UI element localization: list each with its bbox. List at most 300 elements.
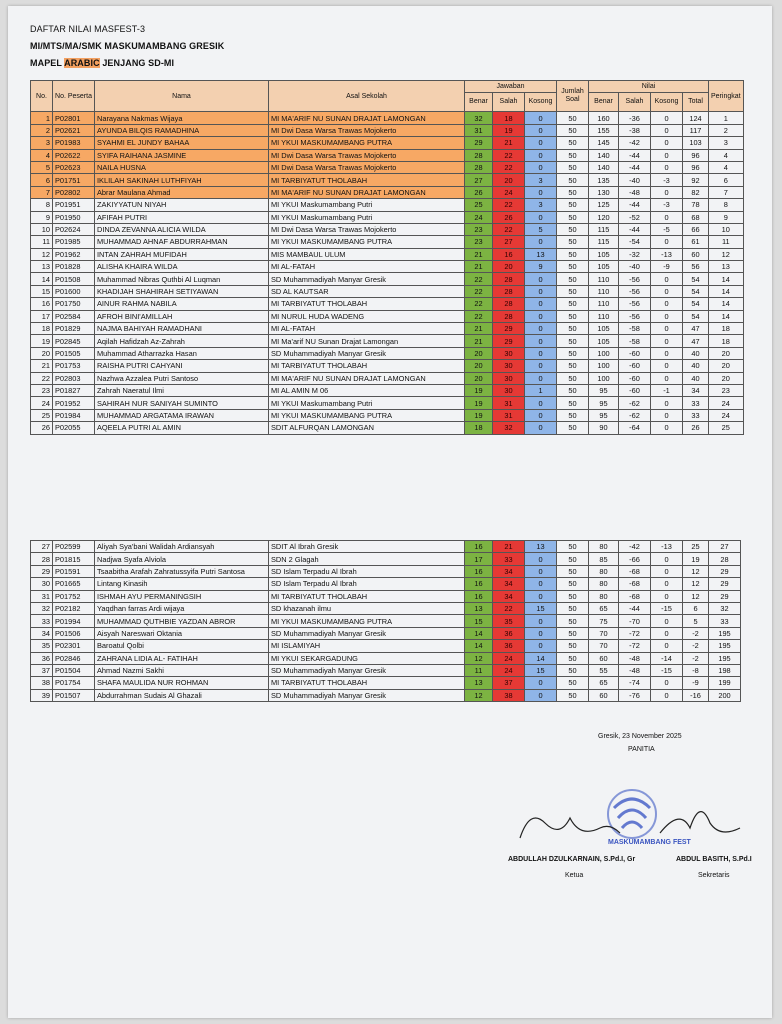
cell-nilai-kosong: -3 [651, 174, 683, 186]
table-row [31, 186, 744, 198]
cell-no: 19 [31, 335, 53, 347]
cell-jumlah: 50 [557, 553, 589, 565]
cell-nilai-salah: -70 [619, 615, 651, 627]
cell-peringkat: 4 [709, 161, 744, 173]
cell-nilai-kosong: 0 [651, 372, 683, 384]
cell-kosong: 0 [525, 124, 557, 136]
cell-peringkat: 18 [709, 323, 744, 335]
cell-peserta: P01994 [53, 615, 95, 627]
cell-asal: MI YKUI MASKUMAMBANG PUTRA [269, 615, 465, 627]
cell-peringkat: 14 [709, 298, 744, 310]
cell-nilai-kosong: 0 [651, 149, 683, 161]
cell-peserta: P01829 [53, 323, 95, 335]
cell-peringkat: 32 [709, 602, 741, 614]
cell-benar: 11 [465, 664, 493, 676]
signature-left [520, 818, 620, 838]
subject-name: ARABIC [64, 58, 100, 68]
cell-nilai-kosong: -15 [651, 602, 683, 614]
cell-no: 6 [31, 174, 53, 186]
cell-asal: MI YKUI MASKUMAMBANG PUTRA [269, 137, 465, 149]
cell-benar: 14 [465, 640, 493, 652]
cell-kosong: 0 [525, 615, 557, 627]
cell-kosong: 3 [525, 199, 557, 211]
cell-asal: SDN 2 Glagah [269, 553, 465, 565]
cell-nilai-benar: 140 [589, 149, 619, 161]
cell-nama: SHAFA MAULIDA NUR ROHMAN [95, 677, 269, 689]
cell-nilai-salah: -44 [619, 223, 651, 235]
cell-nilai-benar: 80 [589, 590, 619, 602]
cell-benar: 13 [465, 602, 493, 614]
col-kosong: Kosong [525, 93, 557, 112]
cell-jumlah: 50 [557, 689, 589, 701]
table-row [31, 372, 744, 384]
cell-nilai-salah: -60 [619, 360, 651, 372]
cell-nama: Abrar Maulana Ahmad [95, 186, 269, 198]
cell-jumlah: 50 [557, 372, 589, 384]
cell-benar: 29 [465, 137, 493, 149]
cell-nilai-salah: -56 [619, 273, 651, 285]
cell-peserta: P02802 [53, 186, 95, 198]
cell-nilai-salah: -40 [619, 174, 651, 186]
cell-jumlah: 50 [557, 298, 589, 310]
cell-salah: 22 [493, 149, 525, 161]
cell-nama: Narayana Nakmas Wijaya [95, 112, 269, 124]
cell-nilai-benar: 105 [589, 261, 619, 273]
cell-kosong: 0 [525, 347, 557, 359]
cell-peringkat: 33 [709, 615, 741, 627]
cell-nilai-benar: 130 [589, 186, 619, 198]
table-row [31, 223, 744, 235]
cell-peserta: P01508 [53, 273, 95, 285]
cell-no: 22 [31, 372, 53, 384]
cell-nilai-benar: 65 [589, 602, 619, 614]
cell-benar: 22 [465, 298, 493, 310]
doc-subject-line [30, 58, 174, 68]
cell-peringkat: 13 [709, 261, 744, 273]
cell-no: 31 [31, 590, 53, 602]
cell-jumlah: 50 [557, 664, 589, 676]
cell-salah: 19 [493, 124, 525, 136]
cell-benar: 23 [465, 236, 493, 248]
cell-nilai-salah: -68 [619, 578, 651, 590]
cell-benar: 21 [465, 248, 493, 260]
cell-total: 117 [683, 124, 709, 136]
col-salah: Salah [493, 93, 525, 112]
col-nilai-kosong: Kosong [651, 93, 683, 112]
cell-no: 16 [31, 298, 53, 310]
cell-nama: AFROH BINI'AMILLAH [95, 310, 269, 322]
cell-nama: Lintang Kinasih [95, 578, 269, 590]
cell-salah: 20 [493, 261, 525, 273]
signature-stamp-graphic [510, 778, 760, 858]
cell-jumlah: 50 [557, 397, 589, 409]
cell-total: 33 [683, 397, 709, 409]
table-row [31, 112, 744, 124]
cell-total: 96 [683, 149, 709, 161]
cell-nilai-kosong: 0 [651, 285, 683, 297]
cell-kosong: 0 [525, 273, 557, 285]
cell-nilai-benar: 90 [589, 422, 619, 434]
table-row [31, 409, 744, 421]
cell-peringkat: 198 [709, 664, 741, 676]
cell-asal: MI Ma'arif NU Sunan Drajat Lamongan [269, 335, 465, 347]
cell-nilai-benar: 120 [589, 211, 619, 223]
cell-peserta: P01504 [53, 664, 95, 676]
cell-no: 2 [31, 124, 53, 136]
cell-benar: 16 [465, 565, 493, 577]
cell-nilai-benar: 145 [589, 137, 619, 149]
cell-asal: MI AL-FATAH [269, 261, 465, 273]
cell-peserta: P02584 [53, 310, 95, 322]
cell-peserta: P01505 [53, 347, 95, 359]
cell-peserta: P02622 [53, 149, 95, 161]
cell-peringkat: 28 [709, 553, 741, 565]
cell-jumlah: 50 [557, 409, 589, 421]
cell-total: -2 [683, 627, 709, 639]
cell-asal: SD Islam Terpadu Al Ibrah [269, 578, 465, 590]
cell-no: 12 [31, 248, 53, 260]
cell-nilai-salah: -68 [619, 565, 651, 577]
cell-salah: 16 [493, 248, 525, 260]
cell-peserta: P02623 [53, 161, 95, 173]
cell-nilai-salah: -60 [619, 347, 651, 359]
cell-peserta: P01506 [53, 627, 95, 639]
cell-nilai-kosong: 0 [651, 137, 683, 149]
cell-total: 40 [683, 347, 709, 359]
stamp-logo [608, 790, 692, 846]
cell-jumlah: 50 [557, 384, 589, 396]
cell-jumlah: 50 [557, 652, 589, 664]
cell-nilai-salah: -76 [619, 689, 651, 701]
cell-peserta: P01750 [53, 298, 95, 310]
cell-nilai-benar: 100 [589, 360, 619, 372]
cell-benar: 25 [465, 199, 493, 211]
cell-jumlah: 50 [557, 248, 589, 260]
cell-total: -2 [683, 640, 709, 652]
cell-benar: 14 [465, 627, 493, 639]
cell-asal: MI YKUI Maskumambang Putri [269, 397, 465, 409]
table-row [31, 347, 744, 359]
cell-nama: ZAKIYYATUN NIYAH [95, 199, 269, 211]
cell-peringkat: 2 [709, 124, 744, 136]
cell-nama: Muhammad Nibras Quthbi Al Luqman [95, 273, 269, 285]
cell-total: 47 [683, 323, 709, 335]
table-row [31, 422, 744, 434]
cell-benar: 28 [465, 149, 493, 161]
cell-peserta: P02599 [53, 541, 95, 553]
cell-nilai-salah: -54 [619, 236, 651, 248]
cell-nama: Baroatul Qolbi [95, 640, 269, 652]
cell-kosong: 0 [525, 298, 557, 310]
cell-nilai-kosong: 0 [651, 565, 683, 577]
table-row [31, 248, 744, 260]
cell-no: 18 [31, 323, 53, 335]
cell-peringkat: 24 [709, 409, 744, 421]
cell-nilai-benar: 105 [589, 323, 619, 335]
cell-nilai-benar: 85 [589, 553, 619, 565]
cell-no: 1 [31, 112, 53, 124]
cell-nilai-salah: -38 [619, 124, 651, 136]
cell-nama: AQEELA PUTRI AL AMIN [95, 422, 269, 434]
cell-kosong: 0 [525, 285, 557, 297]
table-row [31, 360, 744, 372]
table-row [31, 335, 744, 347]
cell-salah: 20 [493, 174, 525, 186]
col-group-nilai: Nilai [589, 81, 709, 93]
cell-peserta: P01815 [53, 553, 95, 565]
cell-salah: 31 [493, 409, 525, 421]
cell-peserta: P01751 [53, 174, 95, 186]
cell-salah: 29 [493, 323, 525, 335]
col-group-jawaban: Jawaban [465, 81, 557, 93]
cell-kosong: 0 [525, 161, 557, 173]
cell-jumlah: 50 [557, 677, 589, 689]
cell-nilai-kosong: 0 [651, 677, 683, 689]
cell-peserta: P02846 [53, 652, 95, 664]
table-row [31, 627, 741, 639]
cell-salah: 26 [493, 211, 525, 223]
cell-salah: 36 [493, 627, 525, 639]
cell-nilai-salah: -62 [619, 409, 651, 421]
cell-no: 5 [31, 161, 53, 173]
signer-left-name: ABDULLAH DZULKARNAIN, S.Pd.I, Gr [508, 856, 636, 863]
cell-no: 20 [31, 347, 53, 359]
cell-total: 124 [683, 112, 709, 124]
cell-nilai-kosong: -13 [651, 248, 683, 260]
cell-peringkat: 7 [709, 186, 744, 198]
cell-no: 10 [31, 223, 53, 235]
cell-total: 68 [683, 211, 709, 223]
cell-no: 17 [31, 310, 53, 322]
cell-peserta: P02301 [53, 640, 95, 652]
cell-no: 21 [31, 360, 53, 372]
table-row [31, 590, 741, 602]
cell-asal: MI Dwi Dasa Warsa Trawas Mojokerto [269, 161, 465, 173]
cell-asal: SD Muhammadiyah Manyar Gresik [269, 689, 465, 701]
cell-nilai-kosong: 0 [651, 615, 683, 627]
cell-kosong: 0 [525, 578, 557, 590]
cell-nama: ISHMAH AYU PERMANINGSIH [95, 590, 269, 602]
cell-peringkat: 27 [709, 541, 741, 553]
cell-salah: 21 [493, 541, 525, 553]
cell-total: 103 [683, 137, 709, 149]
cell-total: 82 [683, 186, 709, 198]
cell-nilai-kosong: 0 [651, 640, 683, 652]
cell-benar: 23 [465, 223, 493, 235]
cell-nilai-kosong: 0 [651, 553, 683, 565]
cell-asal: SD Muhammadiyah Manyar Gresik [269, 347, 465, 359]
cell-nilai-kosong: 0 [651, 360, 683, 372]
cell-salah: 21 [493, 137, 525, 149]
cell-nama: Muhammad Atharrazka Hasan [95, 347, 269, 359]
cell-salah: 24 [493, 664, 525, 676]
cell-no: 26 [31, 422, 53, 434]
cell-salah: 22 [493, 199, 525, 211]
cell-nama: Aliyah Sya'bani Walidah Ardiansyah [95, 541, 269, 553]
score-table-top [30, 80, 744, 435]
cell-no: 14 [31, 273, 53, 285]
cell-nilai-salah: -62 [619, 397, 651, 409]
subject-prefix: MAPEL [30, 58, 65, 68]
table-body-top [31, 112, 744, 434]
cell-nilai-kosong: 0 [651, 335, 683, 347]
table-row [31, 602, 741, 614]
cell-total: 47 [683, 335, 709, 347]
cell-nilai-benar: 105 [589, 248, 619, 260]
cell-nilai-salah: -60 [619, 372, 651, 384]
cell-total: 61 [683, 236, 709, 248]
cell-salah: 22 [493, 161, 525, 173]
cell-nilai-kosong: -9 [651, 261, 683, 273]
cell-asal: MI TARBIYATUT THOLABAH [269, 590, 465, 602]
cell-benar: 15 [465, 615, 493, 627]
cell-nama: Nadjwa Syafa Alviola [95, 553, 269, 565]
cell-salah: 22 [493, 602, 525, 614]
cell-no: 4 [31, 149, 53, 161]
cell-asal: MI YKUI MASKUMAMBANG PUTRA [269, 409, 465, 421]
cell-jumlah: 50 [557, 273, 589, 285]
cell-jumlah: 50 [557, 211, 589, 223]
cell-nama: Zahrah Naeratul Ilmi [95, 384, 269, 396]
cell-asal: MI Dwi Dasa Warsa Trawas Mojokerto [269, 223, 465, 235]
table-row [31, 664, 741, 676]
cell-benar: 16 [465, 541, 493, 553]
table-row [31, 541, 741, 553]
cell-nama: Ahmad Nazmi Sakhi [95, 664, 269, 676]
cell-nilai-salah: -48 [619, 652, 651, 664]
cell-nama: KHADIJAH SHAHIRAH SETIYAWAN [95, 285, 269, 297]
cell-asal: SD AL KAUTSAR [269, 285, 465, 297]
cell-asal: SD Islam Terpadu Al Ibrah [269, 565, 465, 577]
cell-salah: 28 [493, 298, 525, 310]
cell-benar: 18 [465, 422, 493, 434]
cell-benar: 22 [465, 285, 493, 297]
cell-nilai-kosong: 0 [651, 409, 683, 421]
cell-jumlah: 50 [557, 112, 589, 124]
cell-jumlah: 50 [557, 602, 589, 614]
cell-kosong: 0 [525, 422, 557, 434]
cell-nilai-kosong: 0 [651, 323, 683, 335]
cell-nilai-salah: -56 [619, 285, 651, 297]
cell-jumlah: 50 [557, 161, 589, 173]
cell-nilai-benar: 70 [589, 627, 619, 639]
cell-salah: 29 [493, 335, 525, 347]
cell-nilai-kosong: -13 [651, 541, 683, 553]
cell-kosong: 0 [525, 565, 557, 577]
cell-peserta: P01950 [53, 211, 95, 223]
cell-salah: 37 [493, 677, 525, 689]
cell-peserta: P02803 [53, 372, 95, 384]
cell-benar: 12 [465, 689, 493, 701]
cell-benar: 20 [465, 347, 493, 359]
doc-subtitle: MI/MTS/MA/SMK MASKUMAMBANG GRESIK [30, 41, 225, 51]
cell-nama: Tsaabitha Arafah Zahratussyifa Putri Santosa [95, 565, 269, 577]
cell-total: 92 [683, 174, 709, 186]
cell-peserta: P02055 [53, 422, 95, 434]
cell-nilai-benar: 70 [589, 640, 619, 652]
cell-kosong: 5 [525, 223, 557, 235]
cell-peserta: P02621 [53, 124, 95, 136]
cell-nilai-benar: 75 [589, 615, 619, 627]
cell-jumlah: 50 [557, 590, 589, 602]
cell-asal: MI TARBIYATUT THOLABAH [269, 174, 465, 186]
signer-left-role: Ketua [565, 872, 584, 879]
cell-nilai-salah: -56 [619, 298, 651, 310]
cell-kosong: 3 [525, 174, 557, 186]
cell-nilai-salah: -58 [619, 335, 651, 347]
table-row [31, 211, 744, 223]
cell-total: 34 [683, 384, 709, 396]
table-row [31, 161, 744, 173]
cell-nilai-benar: 105 [589, 335, 619, 347]
cell-benar: 22 [465, 310, 493, 322]
cell-nilai-benar: 80 [589, 565, 619, 577]
cell-nilai-salah: -74 [619, 677, 651, 689]
cell-salah: 30 [493, 347, 525, 359]
cell-salah: 28 [493, 273, 525, 285]
cell-jumlah: 50 [557, 149, 589, 161]
cell-salah: 36 [493, 640, 525, 652]
cell-nilai-benar: 60 [589, 689, 619, 701]
cell-salah: 18 [493, 112, 525, 124]
cell-peringkat: 195 [709, 640, 741, 652]
cell-nilai-kosong: 0 [651, 273, 683, 285]
cell-kosong: 0 [525, 149, 557, 161]
cell-total: 54 [683, 310, 709, 322]
cell-peringkat: 20 [709, 372, 744, 384]
cell-no: 8 [31, 199, 53, 211]
cell-jumlah: 50 [557, 174, 589, 186]
cell-jumlah: 50 [557, 199, 589, 211]
cell-nama: Nazhwa Azzalea Putri Santoso [95, 372, 269, 384]
cell-benar: 13 [465, 677, 493, 689]
cell-total: 78 [683, 199, 709, 211]
cell-peringkat: 12 [709, 248, 744, 260]
signer-right-role: Sekretaris [698, 872, 730, 879]
cell-kosong: 13 [525, 541, 557, 553]
table-row [31, 565, 741, 577]
cell-kosong: 0 [525, 677, 557, 689]
table-row [31, 323, 744, 335]
cell-peringkat: 25 [709, 422, 744, 434]
cell-total: 56 [683, 261, 709, 273]
cell-nama: NAILA HUSNA [95, 161, 269, 173]
cell-peringkat: 11 [709, 236, 744, 248]
cell-total: 5 [683, 615, 709, 627]
cell-kosong: 0 [525, 112, 557, 124]
cell-asal: SDIT ALFURQAN LAMONGAN [269, 422, 465, 434]
cell-peserta: P01591 [53, 565, 95, 577]
cell-peringkat: 6 [709, 174, 744, 186]
cell-nilai-salah: -40 [619, 261, 651, 273]
cell-nilai-salah: -58 [619, 323, 651, 335]
table-row [31, 261, 744, 273]
cell-no: 23 [31, 384, 53, 396]
cell-jumlah: 50 [557, 541, 589, 553]
cell-peringkat: 24 [709, 397, 744, 409]
cell-nilai-salah: -72 [619, 627, 651, 639]
table-row [31, 677, 741, 689]
cell-nama: ZAHRANA LIDIA AL- FATIHAH [95, 652, 269, 664]
cell-nilai-benar: 110 [589, 310, 619, 322]
cell-nilai-kosong: 0 [651, 578, 683, 590]
cell-nilai-benar: 100 [589, 372, 619, 384]
cell-nilai-kosong: 0 [651, 298, 683, 310]
cell-no: 28 [31, 553, 53, 565]
cell-nilai-kosong: 0 [651, 236, 683, 248]
cell-peringkat: 3 [709, 137, 744, 149]
cell-total: -9 [683, 677, 709, 689]
